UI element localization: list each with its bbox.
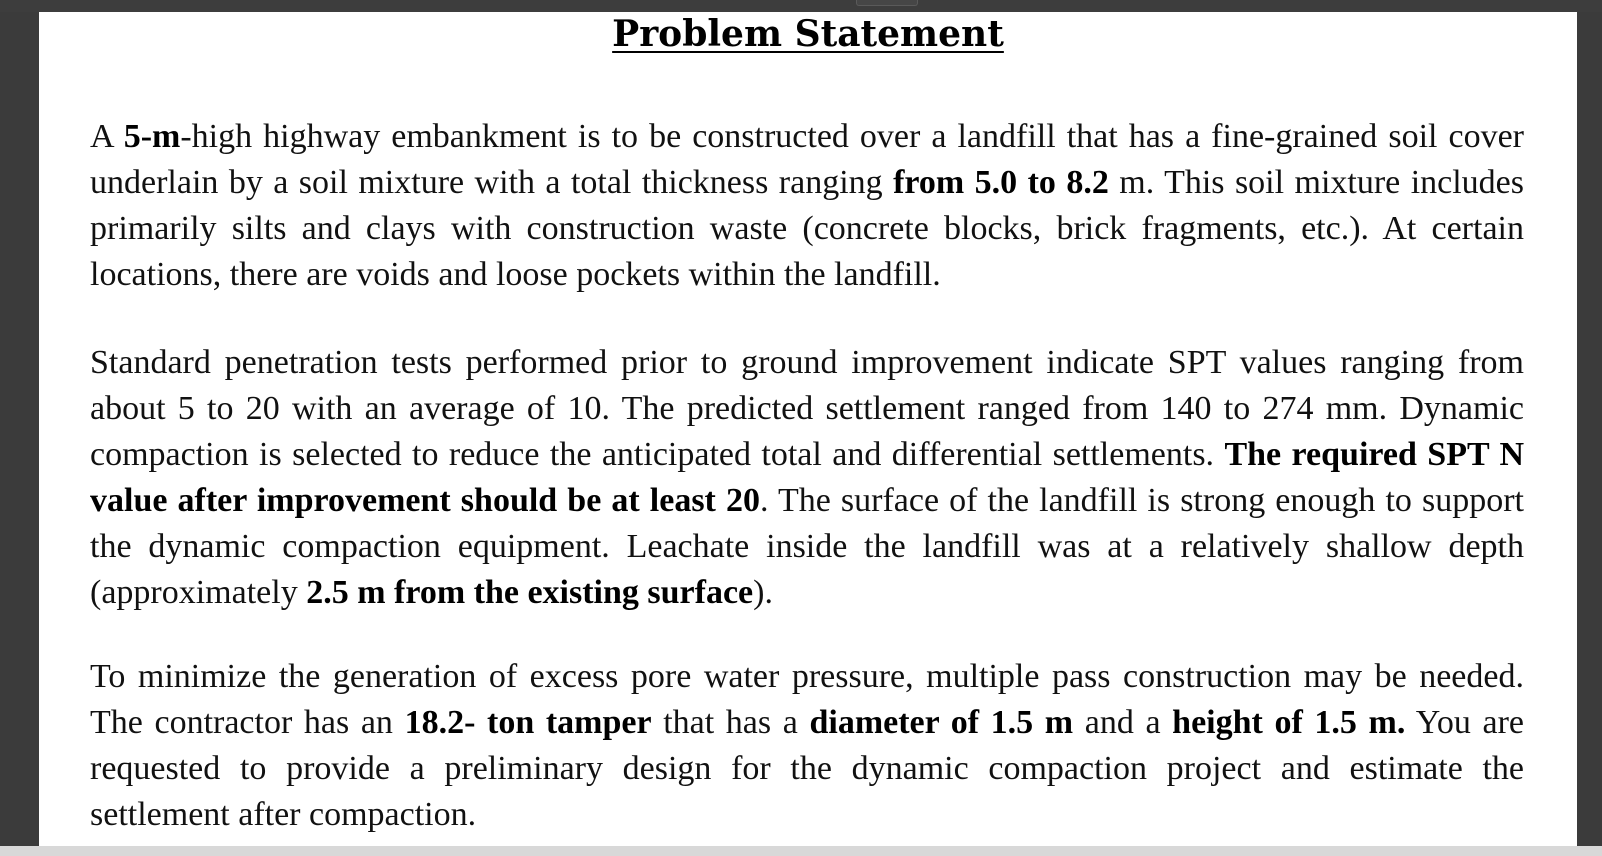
viewer-bottom-bar bbox=[0, 846, 1602, 856]
paragraph-1 bbox=[90, 114, 1524, 298]
p3-text-4: You are requested to provide a preliminary design for the dynamic compaction project and estimate the settlement after compaction. bbox=[90, 704, 1524, 833]
p3-bold-height: height of 1.5 m. bbox=[1172, 704, 1406, 741]
p3-text-1: To minimize the generation of excess pore water pressure, multiple pass construction may be needed. The contractor has an bbox=[90, 658, 1524, 741]
paragraph-2 bbox=[90, 340, 1524, 616]
p3-text-3: and a bbox=[1073, 704, 1173, 741]
page-title bbox=[39, 12, 1577, 56]
p2-bold-leachate-depth: 2.5 m from the existing surface bbox=[306, 574, 754, 611]
top-scroll-handle[interactable] bbox=[856, 0, 918, 6]
paragraph-3 bbox=[90, 654, 1524, 838]
viewer-top-bar bbox=[0, 0, 1602, 12]
p2-text-1: Standard penetration tests performed prior to ground improvement indicate SPT values ranging from about 5 to 20 with an average of 10. The predicted settlement ranged from 140 to 274 mm. Dynamic compaction is selected to reduce the anticipated total and differential settlements. bbox=[90, 344, 1524, 473]
p3-bold-diameter: diameter of 1.5 m bbox=[809, 704, 1074, 741]
title-text: Problem Statement bbox=[612, 13, 1004, 55]
p2-text-2: . The surface of the landfill is strong enough to support the dynamic compaction equipment. Leachate inside the landfill was at a relatively shallow depth (approximately bbox=[90, 482, 1524, 611]
p1-bold-height: 5-m bbox=[123, 118, 181, 155]
p1-text-3: m. This soil mixture includes primarily silts and clays with construction waste (concrete blocks, brick fragments, etc.). At certain locations, there are voids and loose pockets within the landfill. bbox=[90, 164, 1524, 293]
document-page bbox=[39, 12, 1577, 846]
p3-bold-tamper: 18.2- ton tamper bbox=[404, 704, 652, 741]
p1-text-1: A bbox=[90, 118, 124, 155]
p2-text-3: ). bbox=[753, 574, 773, 611]
p3-text-2: that has a bbox=[651, 704, 810, 741]
p1-bold-thickness: from 5.0 to 8.2 bbox=[893, 164, 1109, 201]
p2-bold-spt-requirement: The required SPT N value after improvement should be at least 20 bbox=[90, 436, 1524, 519]
p1-text-2: -high highway embankment is to be constructed over a landfill that has a fine-grained soil cover underlain by a soil mixture with a total thickness ranging bbox=[90, 118, 1524, 201]
